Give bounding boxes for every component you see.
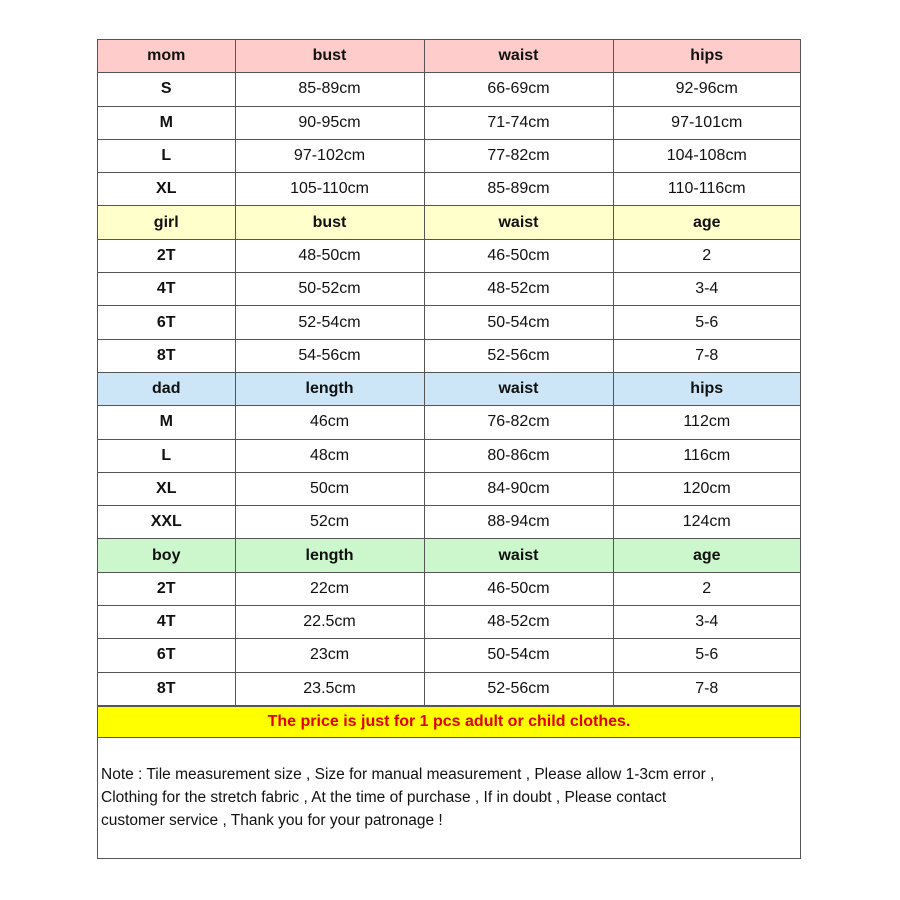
measurement-cell: 52-56cm [424, 339, 613, 372]
measurement-cell: 5-6 [613, 306, 800, 339]
size-chart [97, 39, 801, 859]
measurement-cell: 50-54cm [424, 639, 613, 672]
header-cell: waist [424, 372, 613, 405]
measurement-cell: 97-102cm [235, 139, 424, 172]
measurement-cell: 92-96cm [613, 73, 800, 106]
size-table [98, 40, 800, 706]
table-row [98, 572, 800, 605]
size-label: 6T [98, 306, 235, 339]
table-row [98, 639, 800, 672]
measurement-cell: 66-69cm [424, 73, 613, 106]
measurement-cell: 48-52cm [424, 606, 613, 639]
header-cell: length [235, 539, 424, 572]
measurement-cell: 48-52cm [424, 273, 613, 306]
measurement-cell: 105-110cm [235, 173, 424, 206]
measurement-cell: 3-4 [613, 273, 800, 306]
size-label: 8T [98, 672, 235, 705]
measurement-cell: 3-4 [613, 606, 800, 639]
table-row [98, 273, 800, 306]
size-label: 2T [98, 239, 235, 272]
measurement-cell: 110-116cm [613, 173, 800, 206]
measurement-cell: 77-82cm [424, 139, 613, 172]
table-row [98, 239, 800, 272]
size-label: 4T [98, 606, 235, 639]
table-row [98, 472, 800, 505]
measurement-cell: 46cm [235, 406, 424, 439]
size-label: XL [98, 173, 235, 206]
header-cell: age [613, 539, 800, 572]
table-row [98, 339, 800, 372]
size-label: 6T [98, 639, 235, 672]
header-cell: girl [98, 206, 235, 239]
measurement-cell: 7-8 [613, 339, 800, 372]
measurement-cell: 88-94cm [424, 506, 613, 539]
table-row [98, 139, 800, 172]
table-row [98, 73, 800, 106]
header-cell: hips [613, 372, 800, 405]
measurement-cell: 22.5cm [235, 606, 424, 639]
size-label: M [98, 406, 235, 439]
header-cell: dad [98, 372, 235, 405]
size-label: XL [98, 472, 235, 505]
measurement-cell: 2 [613, 572, 800, 605]
table-row [98, 506, 800, 539]
measurement-cell: 54-56cm [235, 339, 424, 372]
section-header-mom [98, 40, 800, 73]
header-cell: waist [424, 539, 613, 572]
measurement-cell: 52-54cm [235, 306, 424, 339]
header-cell: bust [235, 40, 424, 73]
size-label: XXL [98, 506, 235, 539]
table-row [98, 606, 800, 639]
header-cell: length [235, 372, 424, 405]
header-cell: boy [98, 539, 235, 572]
measurement-cell: 85-89cm [424, 173, 613, 206]
measurement-cell: 90-95cm [235, 106, 424, 139]
table-row [98, 439, 800, 472]
measurement-cell: 2 [613, 239, 800, 272]
measurement-cell: 85-89cm [235, 73, 424, 106]
header-cell: hips [613, 40, 800, 73]
measurement-cell: 5-6 [613, 639, 800, 672]
size-label: S [98, 73, 235, 106]
measurement-cell: 46-50cm [424, 572, 613, 605]
measurement-cell: 116cm [613, 439, 800, 472]
measurement-cell: 52cm [235, 506, 424, 539]
measurement-cell: 23.5cm [235, 672, 424, 705]
header-cell: bust [235, 206, 424, 239]
measurement-cell: 48cm [235, 439, 424, 472]
note-line: Clothing for the stretch fabric , At the time of purchase , If in doubt , Please contact [101, 788, 667, 806]
header-cell: age [613, 206, 800, 239]
measurement-cell: 104-108cm [613, 139, 800, 172]
price-notice-banner: The price is just for 1 pcs adult or child clothes. [98, 706, 800, 738]
measurement-cell: 22cm [235, 572, 424, 605]
size-label: L [98, 439, 235, 472]
note-text [98, 738, 800, 832]
size-label: 4T [98, 273, 235, 306]
measurement-cell: 84-90cm [424, 472, 613, 505]
size-label: M [98, 106, 235, 139]
note-line: customer service , Thank you for your patronage ! [101, 811, 443, 829]
section-header-dad [98, 372, 800, 405]
size-label: 8T [98, 339, 235, 372]
header-cell: waist [424, 40, 613, 73]
table-row [98, 672, 800, 705]
header-cell: mom [98, 40, 235, 73]
note-line: Note : Tile measurement size , Size for manual measurement , Please allow 1-3cm error , [101, 765, 715, 783]
measurement-cell: 71-74cm [424, 106, 613, 139]
measurement-cell: 46-50cm [424, 239, 613, 272]
table-row [98, 306, 800, 339]
table-row [98, 173, 800, 206]
size-table-body [98, 40, 800, 705]
measurement-cell: 23cm [235, 639, 424, 672]
measurement-cell: 50cm [235, 472, 424, 505]
measurement-cell: 124cm [613, 506, 800, 539]
section-header-boy [98, 539, 800, 572]
measurement-cell: 120cm [613, 472, 800, 505]
measurement-cell: 7-8 [613, 672, 800, 705]
measurement-cell: 76-82cm [424, 406, 613, 439]
header-cell: waist [424, 206, 613, 239]
measurement-cell: 50-52cm [235, 273, 424, 306]
size-label: 2T [98, 572, 235, 605]
measurement-cell: 50-54cm [424, 306, 613, 339]
measurement-cell: 52-56cm [424, 672, 613, 705]
size-label: L [98, 139, 235, 172]
measurement-cell: 97-101cm [613, 106, 800, 139]
table-row [98, 406, 800, 439]
measurement-cell: 48-50cm [235, 239, 424, 272]
measurement-cell: 112cm [613, 406, 800, 439]
section-header-girl [98, 206, 800, 239]
measurement-cell: 80-86cm [424, 439, 613, 472]
table-row [98, 106, 800, 139]
